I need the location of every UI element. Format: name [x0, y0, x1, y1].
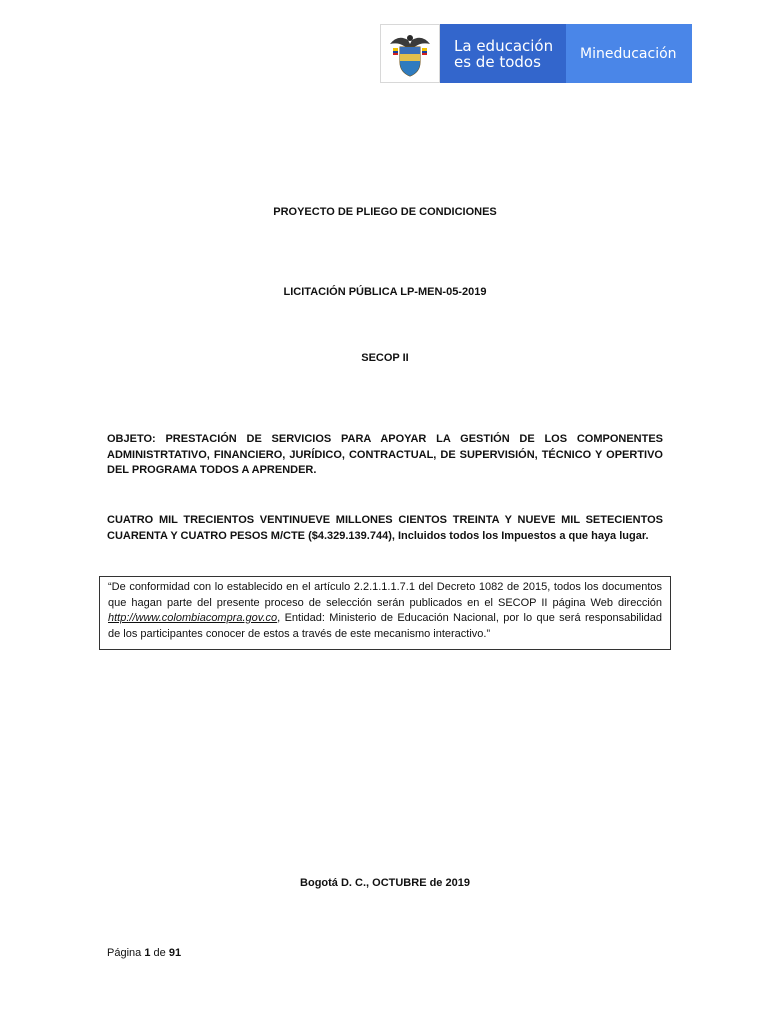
- coat-of-arms-icon: [380, 24, 440, 83]
- notice-text-end: , Entidad: Ministerio de Educación Nacional, por lo que será responsabilidad de los participantes conocer de estos a través de este mecanismo interactivo.”: [108, 612, 662, 640]
- process-number: LICITACIÓN PÚBLICA LP-MEN-05-2019: [283, 286, 487, 298]
- notice-box: [99, 576, 671, 650]
- page-label: Página: [107, 947, 142, 959]
- document-title: PROYECTO DE PLIEGO DE CONDICIONES: [273, 206, 497, 218]
- objeto-paragraph: OBJETO: PRESTACIÓN DE SERVICIOS PARA APOYAR LA GESTIÓN DE LOS COMPONENTES ADMINISTRTATIVO, FINANCIERO, JURÍDICO, CONTRACTUAL, DE SUPERVISIÓN, TÉCNICO Y OPERTIVO DEL PROGRAMA TODOS A APRENDER.: [107, 433, 663, 476]
- secop-link[interactable]: http://www.colombiacompra.gov.co: [108, 612, 278, 624]
- slogan-block: [440, 24, 566, 83]
- ministry-logo-banner: [380, 24, 692, 83]
- page-of: de: [153, 947, 166, 959]
- notice-text-start: “De conformidad con lo establecido en el artículo 2.2.1.1.1.7.1 del Decreto 1082 de 2015, todos los documentos que hagan parte del presente proceso de selección serán publicados en el SECOP II página Web dirección: [108, 581, 662, 609]
- brand-block: [566, 24, 692, 83]
- valor-paragraph: CUATRO MIL TRECIENTOS VENTINUEVE MILLONES CIENTOS TREINTA Y NUEVE MIL SETECIENTOS CUARENTA Y CUATRO PESOS M/CTE ($4.329.139.744), Incluidos todos los Impuestos a que haya lugar.: [107, 514, 663, 542]
- page-number: [107, 947, 181, 959]
- page-total: 91: [168, 947, 182, 959]
- platform-label: SECOP II: [361, 352, 409, 364]
- place-date: Bogotá D. C., OCTUBRE de 2019: [300, 877, 470, 889]
- slogan-line-1: La educación: [454, 36, 554, 55]
- page-current: 1: [144, 947, 151, 959]
- slogan-line-2: es de todos: [454, 52, 541, 71]
- brand-name: Mineducación: [580, 45, 677, 62]
